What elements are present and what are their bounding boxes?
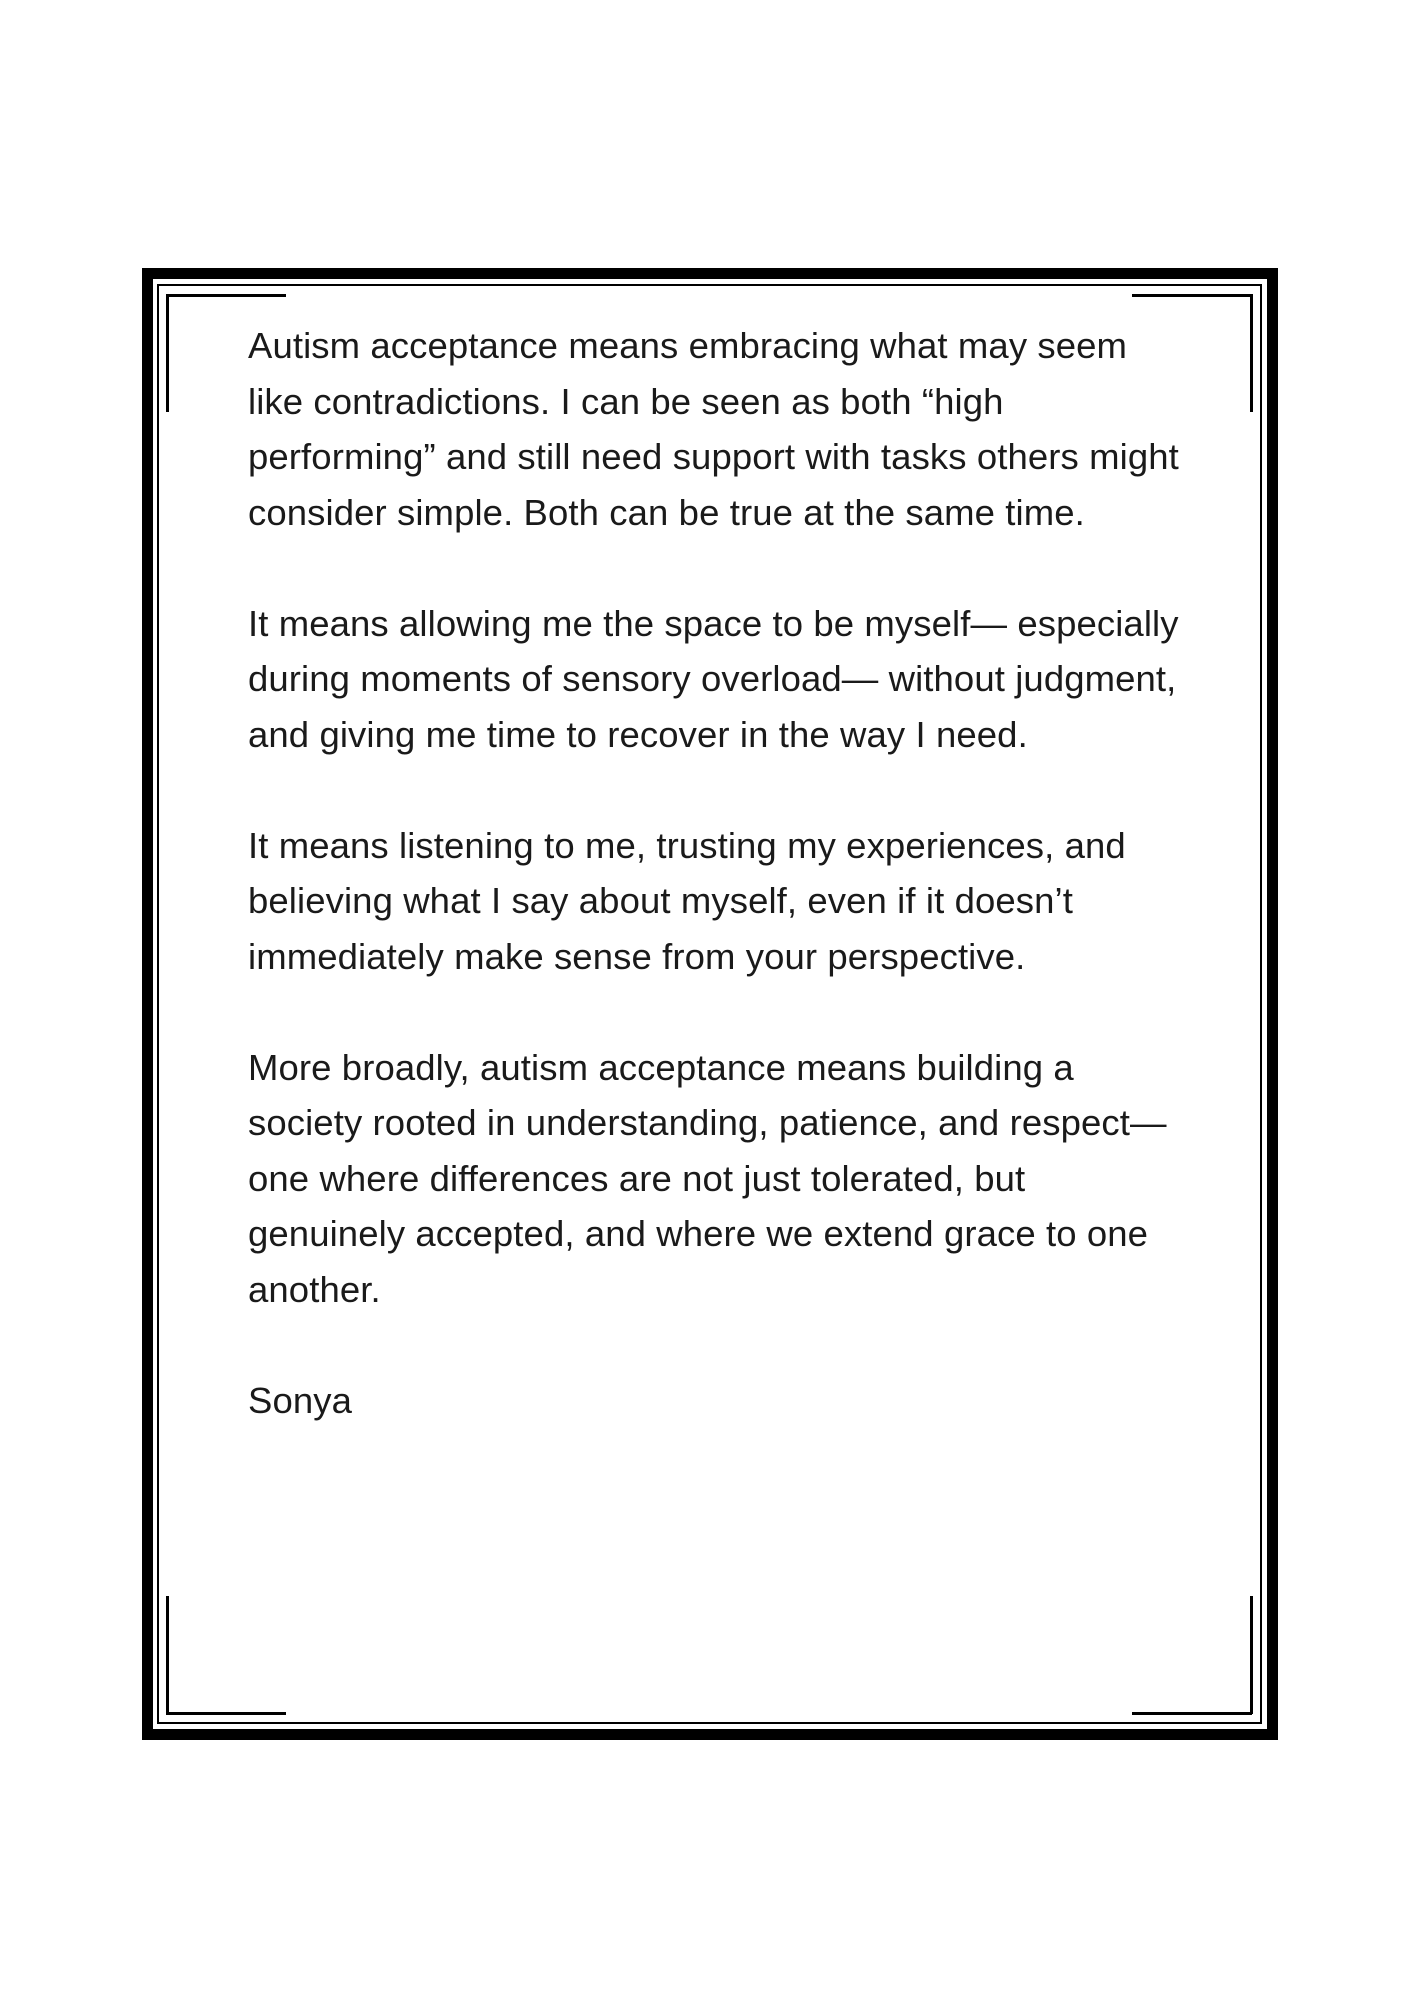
letter-paragraph-4: More broadly, autism acceptance means building a society rooted in understanding, patience, and respect—one where differences are not just tolerated, but genuinely accepted, and where we extend grace to one another. — [248, 1046, 1167, 1310]
letter-paragraph-3: It means listening to me, trusting my experiences, and believing what I say about myself, even if it doesn’t immediately make sense from your perspective. — [248, 824, 1126, 977]
letter-paragraph-1: Autism acceptance means embracing what may seem like contradictions. I can be seen as both “high performing” and still need support with tasks others might consider simple. Both can be true at the same time. — [248, 325, 1179, 533]
letter-body — [248, 318, 1188, 1428]
signature: Sonya — [248, 1379, 352, 1421]
letter-paragraph-2: It means allowing me the space to be myself— especially during moments of sensory overload— without judgment, and giving me time to recover in the way I need. — [248, 602, 1179, 755]
